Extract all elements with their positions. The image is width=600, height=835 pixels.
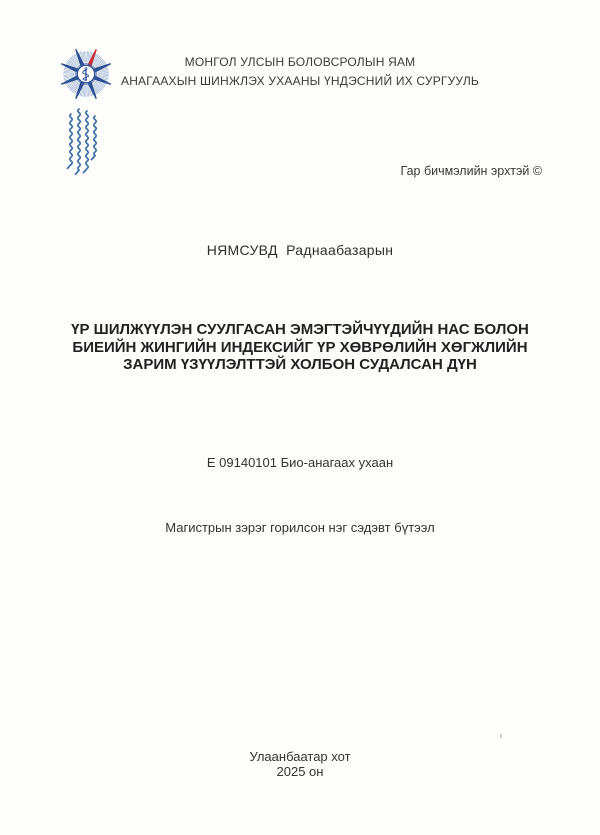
thesis-title-line1: ҮР ШИЛЖҮҮЛЭН СУУЛГАСАН ЭМЭГТЭЙЧҮҮДИЙН НАС БОЛОН [71, 321, 529, 338]
mongolian-script-icon [66, 106, 100, 188]
scan-artifact [500, 734, 502, 738]
footer-year: 2025 он [276, 763, 324, 779]
thesis-title [38, 321, 562, 374]
author-name: НЯМСУВД Раднаабазарын [206, 242, 394, 258]
ministry-name: МОНГОЛ УЛСЫН БОЛОВСРОЛЫН ЯАМ [184, 55, 416, 69]
document-header [0, 53, 600, 90]
program-code: Е 09140101 Био-анагаах ухаан [206, 455, 394, 470]
document-footer [0, 750, 600, 779]
footer-city: Улаанбаатар хот [249, 749, 351, 764]
university-name: АНАГААХЫН ШИНЖЛЭХ УХААНЫ ҮНДЭСНИЙ ИХ СУРГУУЛЬ [120, 73, 480, 88]
degree-description: Магистрын зэрэг горилсон нэг сэдэвт бүтээл [165, 520, 435, 535]
thesis-title-line2: БИЕИЙН ЖИНГИЙН ИНДЕКСИЙГ ҮР ХӨВРӨЛИЙН ХӨГЖЛИЙН [72, 338, 528, 356]
thesis-title-line3: ЗАРИМ ҮЗҮҮЛЭЛТТЭЙ ХОЛБОН СУДАЛСАН ДҮН [123, 356, 477, 373]
manuscript-rights-notice: Гар бичмэлийн эрхтэй © [400, 164, 542, 178]
